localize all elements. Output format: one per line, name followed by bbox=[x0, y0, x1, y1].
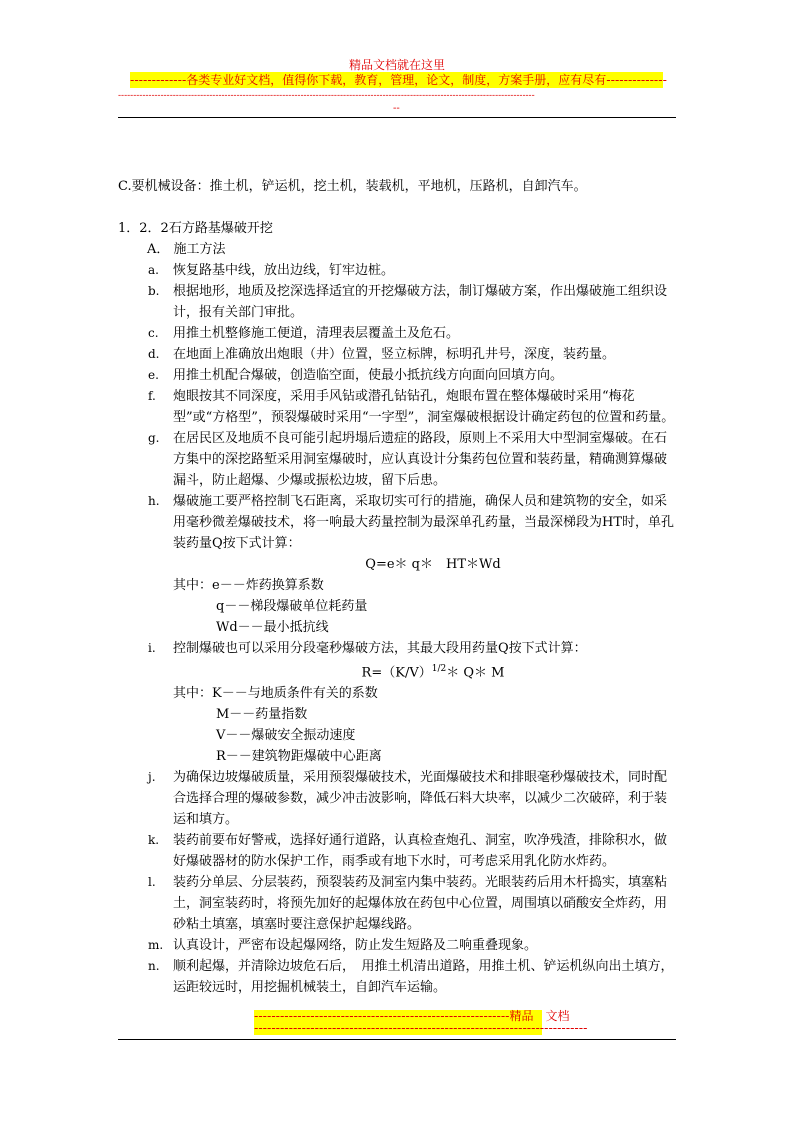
formula-r-exponent: 1/2 bbox=[431, 664, 447, 674]
footer-line: ----------------------------------------------------------------------------- bbox=[254, 1021, 588, 1035]
list-item-text: 装药前要布好警戒，选择好通行道路，认真检查炮孔、洞室，吹净残渣，排除积水，做好爆破器材的防水保护工作，雨季或有地下水时，可考虑采用乳化防水炸药。 bbox=[173, 833, 668, 870]
list-item-text: 认真设计，严密布设起爆网络，防止发生短路及二响重叠现象。 bbox=[173, 938, 538, 954]
list-item bbox=[118, 428, 678, 491]
equipment-line: C.要机械设备：推土机，铲运机，挖土机，装载机，平地机，压路机，自卸汽车。 bbox=[118, 179, 587, 194]
header-title: 精品文档就在这里 bbox=[348, 58, 445, 72]
where-r-line: V－－爆破安全振动速度 bbox=[216, 728, 356, 744]
list-item bbox=[118, 830, 678, 872]
header-dash-end: -- bbox=[393, 103, 400, 114]
list-item-text: 爆破施工要严格控制飞石距离，采取切实可行的措施，确保人员和建筑物的安全，如采用毫秒微差爆破技术，将一响最大药量控制为最深单孔药量，当最深梯段为HT时，单孔装药量Q按下式计算： bbox=[173, 494, 675, 551]
list-marker: j. bbox=[148, 770, 156, 785]
list-item bbox=[118, 344, 678, 365]
construction-steps bbox=[118, 260, 678, 554]
footer-rule bbox=[118, 1039, 676, 1040]
header-dash-line: ----------------------------------------------------------------------------------------------------------------------------------------- bbox=[118, 91, 535, 101]
list-item-text: 在居民区及地质不良可能引起坍塌后遗症的路段，原则上不采用大中型洞室爆破。在石方集中的深挖路堑采用洞室爆破时，应认真设计分集药包位置和装药量，精确测算爆破漏斗，防止超爆、少爆或振松边坡，留下后患。 bbox=[173, 431, 668, 488]
where-q-line: 其中：e－－炸药换算系数 bbox=[173, 578, 324, 593]
list-item bbox=[118, 956, 678, 998]
list-item bbox=[118, 323, 678, 344]
list-item bbox=[118, 638, 678, 659]
where-r-line: M－－药量指数 bbox=[216, 707, 308, 723]
list-item-text: 根据地形，地质及挖深选择适宜的开挖爆破方法，制订爆破方案，作出爆破施工组织设计，报有关部门审批。 bbox=[173, 284, 668, 320]
list-marker: k. bbox=[148, 833, 160, 848]
list-marker: a. bbox=[148, 263, 159, 277]
list-item bbox=[118, 386, 678, 428]
header-rule bbox=[118, 117, 676, 118]
list-item bbox=[118, 365, 678, 386]
list-item bbox=[118, 491, 678, 554]
list-item-text: 控制爆破也可以采用分段毫秒爆破方法，其最大段用药量Q按下式计算： bbox=[173, 641, 587, 656]
list-marker: e. bbox=[148, 368, 159, 382]
list-item bbox=[118, 281, 678, 323]
list-marker: f. bbox=[148, 389, 156, 403]
formula-q: Q=e＊ q＊ HT＊Wd bbox=[365, 557, 501, 572]
list-item-text: 恢复路基中线，放出边线，钉牢边桩。 bbox=[173, 263, 395, 278]
list-marker: h. bbox=[148, 494, 160, 508]
where-r-line: 其中：K－－与地质条件有关的系数 bbox=[173, 686, 378, 702]
list-item bbox=[118, 260, 678, 281]
list-item-text: 为确保边坡爆破质量，采用预裂爆破技术，光面爆破技术和排眼毫秒爆破技术，同时配合选择合理的爆破参数，减少冲击波影响，降低石料大块率，以减少二次破碎，利于装运和填方。 bbox=[173, 770, 668, 828]
list-item bbox=[118, 872, 678, 935]
section-heading: 1．2．2石方路基爆破开挖 bbox=[118, 221, 273, 236]
list-marker: l. bbox=[148, 875, 156, 890]
header-banner: -------------各类专业好文档，值得你下载，教育，管理，论文，制度，方案手册，应有尽有-------------- bbox=[130, 73, 667, 87]
list-item bbox=[118, 935, 678, 956]
list-item bbox=[118, 767, 678, 830]
sub-heading: A． 施工方法 bbox=[147, 242, 226, 257]
footer-line: -----------------------------------------------------------精品 文档 bbox=[254, 1009, 570, 1023]
formula-r-tail: ＊ Q＊ M bbox=[446, 665, 505, 681]
document-body bbox=[118, 176, 678, 998]
list-marker: c. bbox=[148, 326, 159, 340]
list-item-text: 用推土机整修施工便道，清理表层覆盖土及危石。 bbox=[173, 326, 460, 341]
list-marker: d. bbox=[148, 347, 160, 361]
where-r-line: R－－建筑物距爆破中心距离 bbox=[216, 749, 382, 765]
list-marker: g. bbox=[148, 431, 160, 445]
list-item-text: 装药分单层、分层装药，预裂装药及洞室内集中装药。光眼装药后用木杆捣实，填塞粘土，洞室装药时，将预先加好的起爆体放在药包中心位置，周围填以硝酸安全炸药，用砂粘土填塞，填塞时要注意保护起爆线路。 bbox=[173, 875, 668, 933]
where-q-line: q－－梯段爆破单位耗药量 bbox=[216, 599, 368, 614]
list-item-text: 用推土机配合爆破，创造临空面，使最小抵抗线方向面向回填方向。 bbox=[173, 368, 564, 383]
list-item-text: 顺利起爆，并清除边坡危石后， 用推土机清出道路，用推土机、铲运机纵向出土填方，运距较远时，用挖掘机械装土，自卸汽车运输。 bbox=[173, 959, 674, 996]
construction-steps-continued bbox=[118, 767, 678, 998]
list-marker: m. bbox=[148, 938, 164, 953]
list-item-text: 炮眼按其不同深度，采用手风钻或潜孔钻钻孔，炮眼布置在整体爆破时采用“梅花型”或“方格型”，预裂爆破时采用“一字型”，洞室爆破根据设计确定药包的位置和药量。 bbox=[173, 389, 675, 425]
list-marker: i. bbox=[148, 641, 156, 655]
formula-r bbox=[118, 659, 678, 683]
list-item-text: 在地面上准确放出炮眼（井）位置，竖立标牌，标明孔井号，深度，装药量。 bbox=[173, 347, 616, 362]
footer-banner bbox=[254, 1009, 588, 1035]
formula-r-base: R=（K/V） bbox=[361, 665, 432, 681]
list-marker: b. bbox=[148, 284, 160, 298]
list-marker: n. bbox=[148, 959, 160, 974]
where-q-line: Wd－－最小抵抗线 bbox=[216, 620, 329, 635]
